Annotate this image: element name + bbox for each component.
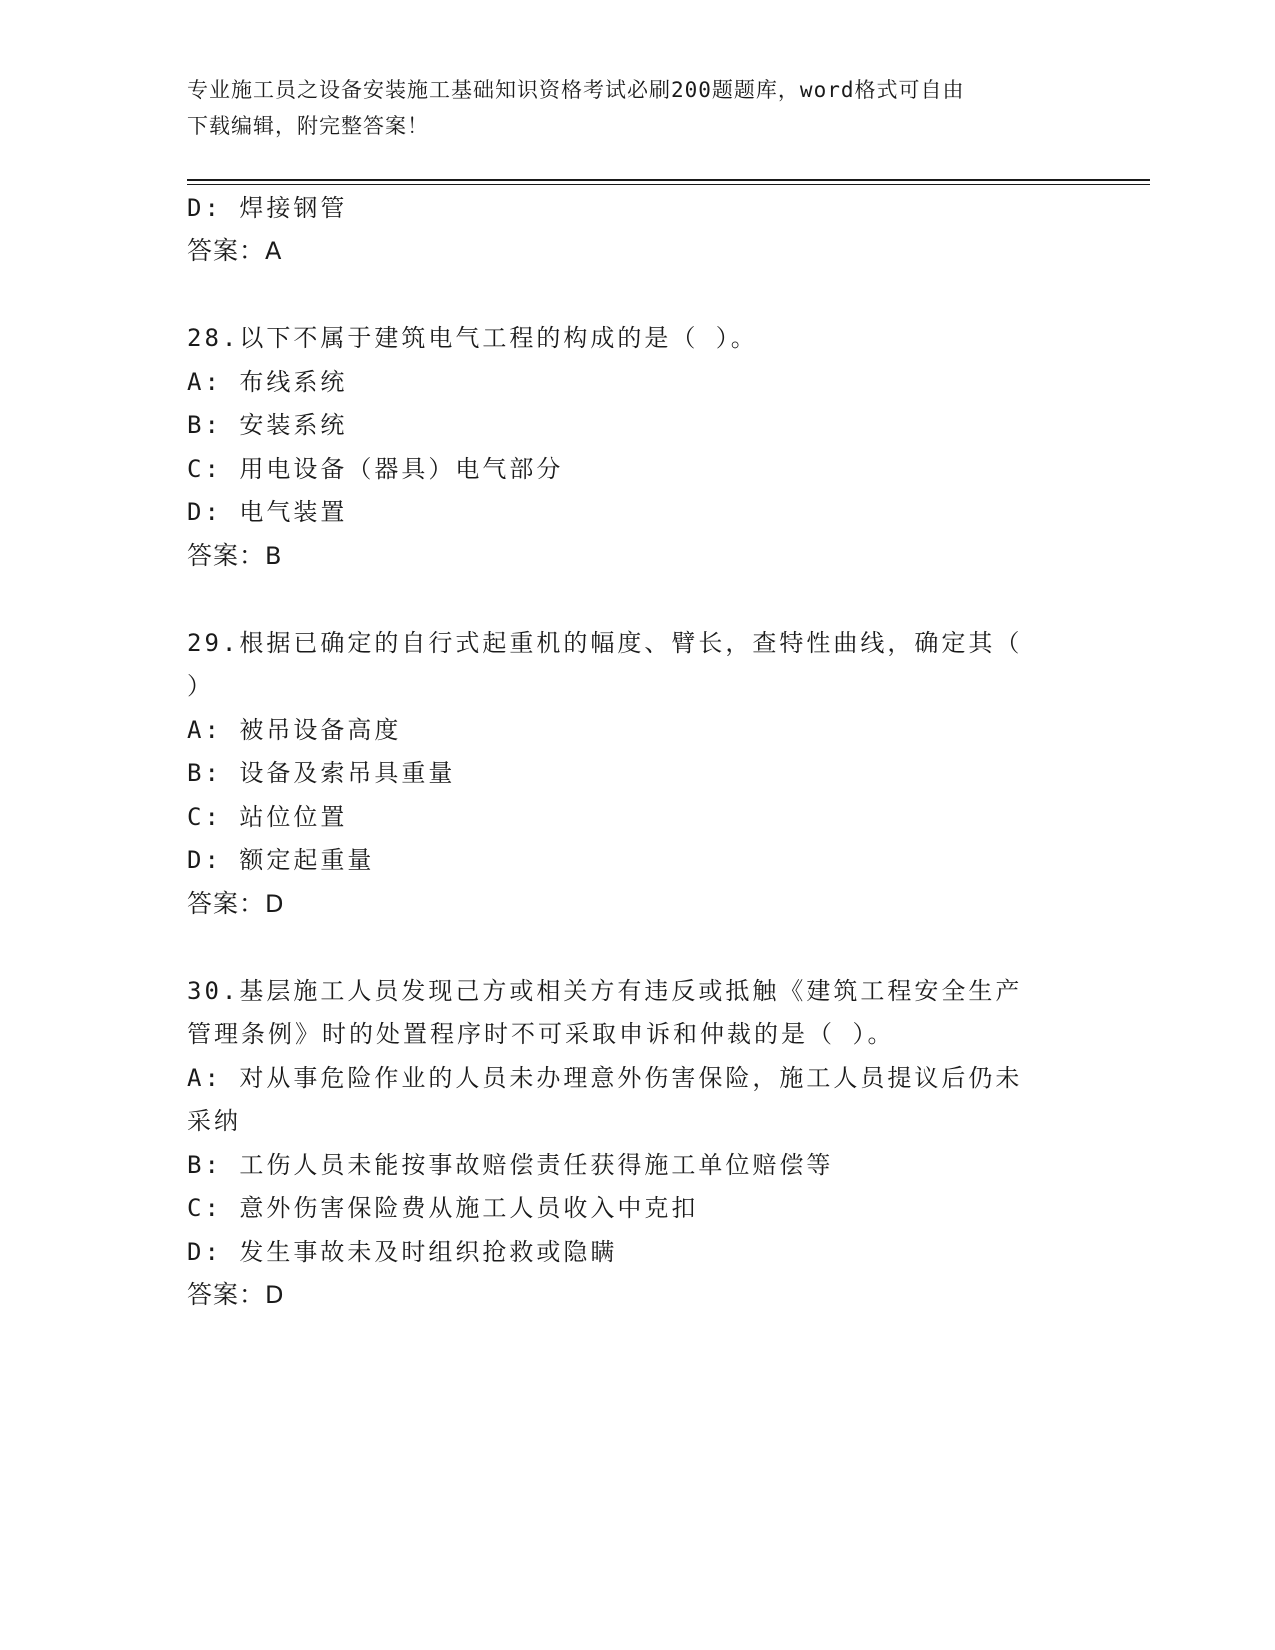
question-29-option-d: D: 额定起重量	[187, 846, 375, 874]
answer-value: D	[265, 1281, 287, 1309]
question-29-option-a: A: 被吊设备高度	[187, 716, 402, 744]
question-30-option-d: D: 发生事故未及时组织抢救或隐瞒	[187, 1238, 618, 1266]
question-28-option-d: D: 电气装置	[187, 498, 348, 526]
question-28-stem: 28.以下不属于建筑电气工程的构成的是（ ）。	[187, 324, 758, 352]
question-29-stem-line-2: ）	[187, 672, 214, 700]
question-30-option-a-line-1: A: 对从事危险作业的人员未办理意外伤害保险，施工人员提议后仍未	[187, 1064, 1023, 1092]
prev-answer	[187, 231, 284, 267]
answer-value: D	[265, 890, 287, 918]
question-30-option-c: C: 意外伤害保险费从施工人员收入中克扣	[187, 1194, 699, 1222]
question-29-answer	[187, 884, 287, 920]
question-29-option-c: C: 站位位置	[187, 803, 348, 831]
header-divider-thick	[187, 179, 1150, 181]
header-line-2: 下载编辑，附完整答案！	[187, 114, 429, 138]
question-29-option-b: B: 设备及索吊具重量	[187, 759, 456, 787]
prev-option-d: D: 焊接钢管	[187, 194, 348, 222]
answer-label: 答案：	[187, 1280, 266, 1309]
question-30-stem-line-2: 管理条例》时的处置程序时不可采取申诉和仲裁的是（ ）。	[187, 1020, 895, 1048]
header-divider-thin	[187, 184, 1150, 185]
answer-value: A	[265, 237, 285, 265]
question-29-stem-line-1: 29.根据已确定的自行式起重机的幅度、臂长，查特性曲线，确定其（	[187, 629, 1023, 657]
question-28-option-b: B: 安装系统	[187, 411, 348, 439]
question-30-stem-line-1: 30.基层施工人员发现己方或相关方有违反或抵触《建筑工程安全生产	[187, 977, 1023, 1005]
question-28-option-a: A: 布线系统	[187, 368, 348, 396]
question-30-answer	[187, 1275, 287, 1311]
header-line-1: 专业施工员之设备安装施工基础知识资格考试必刷200题题库，word格式可自由	[187, 78, 965, 102]
question-28-answer	[187, 536, 284, 572]
answer-label: 答案：	[187, 889, 266, 918]
document-header	[187, 72, 1067, 144]
question-30-option-b: B: 工伤人员未能按事故赔偿责任获得施工单位赔偿等	[187, 1151, 834, 1179]
answer-label: 答案：	[187, 541, 266, 570]
question-28-option-c: C: 用电设备（器具）电气部分	[187, 455, 564, 483]
question-30-option-a-line-2: 采纳	[187, 1107, 241, 1135]
answer-value: B	[265, 542, 285, 570]
answer-label: 答案：	[187, 236, 266, 265]
